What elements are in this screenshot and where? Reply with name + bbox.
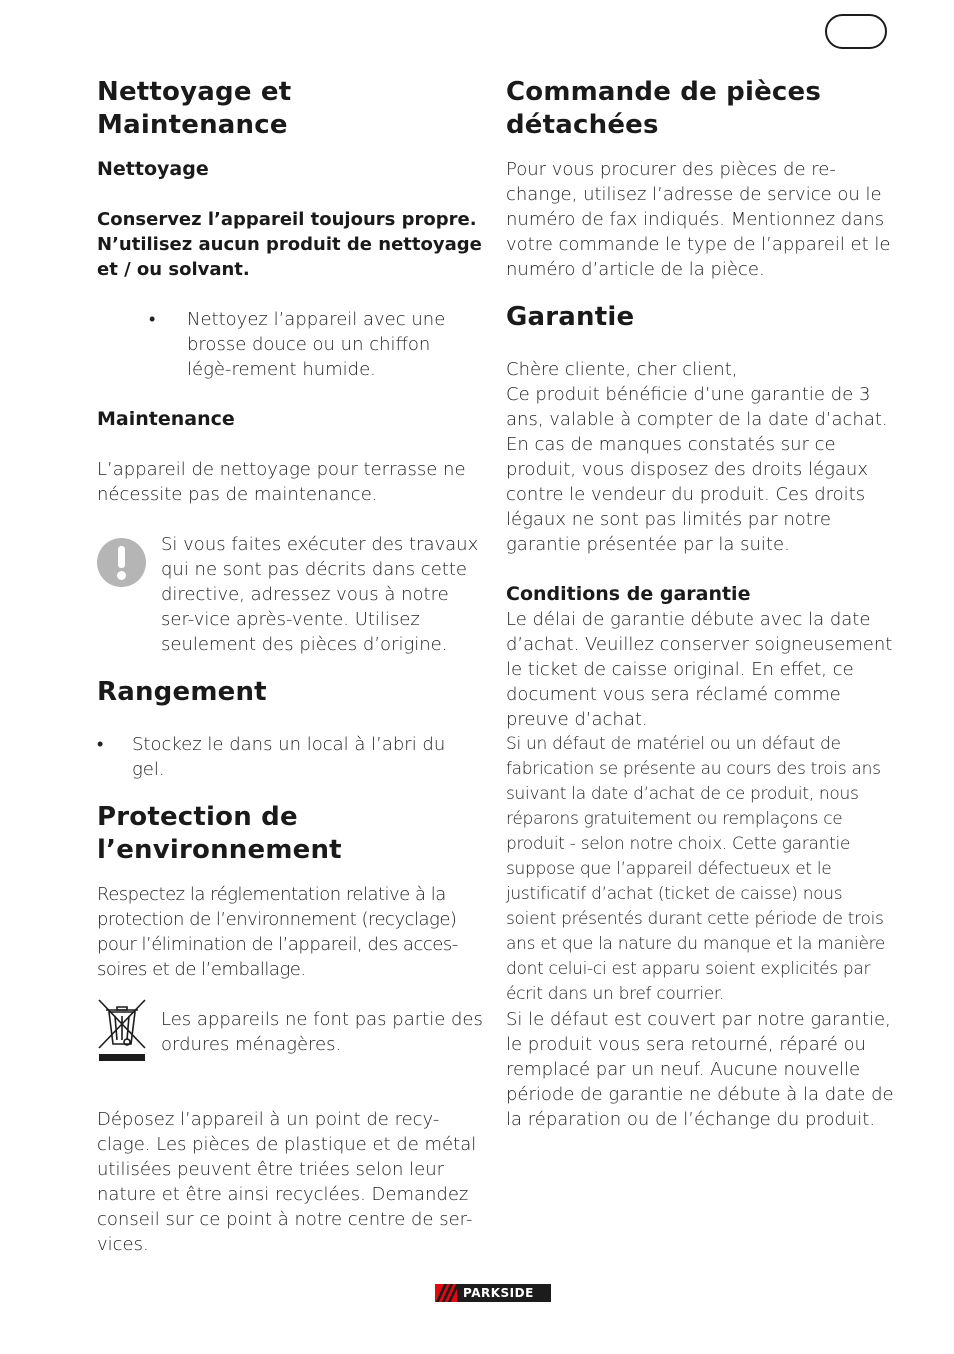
commande-text: Pour vous procurer des pièces de re-change, utilisez l’adresse de service ou le numéro de fax indiqués. Mentionnez dans votre commande le type de l’appareil et le numéro d’article de la pièce. [506,159,891,280]
heading-protection-environnement: Protection de l’environnement [97,802,342,865]
bullet-storage: Stockez le dans un local à l’abri du gel. [132,734,446,780]
heading-rangement: Rangement [97,677,267,707]
heading-nettoyage-maintenance: Nettoyage et Maintenance [97,77,292,140]
conditions-text: Le délai de garantie débute avec la date d’achat. Veuillez conserver soigneusement le ticket de caisse original. En effet, ce document vous sera réclamé comme preuve d’achat. [506,609,893,730]
crossed-bin-icon [97,998,147,1064]
logo-stripes-icon [435,1284,457,1302]
environment-text: Respectez la réglementation relative à la protection de l’environnement (recyclage) pour l’élimination de l’appareil, des acces-soires et de l’emballage. [97,884,458,980]
warning-icon [97,538,146,587]
subheading-nettoyage: Nettoyage [97,158,209,180]
service-note: Si vous faites exécuter des travaux qui ne sont pas décrits dans cette directive, adressez vous à notre ser-vice après-vente. Utilisez seulement des pièces d’origine. [161,534,479,655]
language-badge [825,14,887,49]
return-text: Si le défaut est couvert par notre garantie, le produit vous sera retourné, réparé ou remplacé par un neuf. Aucune nouvelle période de garantie ne débute à la date de la réparation ou de l’échange du produit. [506,1009,894,1130]
heading-garantie: Garantie [506,302,635,332]
bullet-cleaning: Nettoyez l’appareil avec une brosse douce ou un chiffon légè-rement humide. [187,309,446,380]
bin-text: Les appareils ne font pas partie des ordures ménagères. [161,1009,483,1055]
bullet-dot: • [149,309,156,330]
subheading-maintenance: Maintenance [97,408,235,430]
subheading-conditions: Conditions de garantie [506,583,751,605]
defect-text: Si un défaut de matériel ou un défaut de fabrication se présente au cours des trois ans suivant la date d’achat de ce produit, nous réparons gratuitement ou remplaçons ce produit - selon notre choix. Cette garantie suppose que l’appareil défectueux et le justificatif d’achat (ticket de caisse) nous soient présentés durant cette période de trois ans et que la nature du manque et la manière dont celui-ci est apparu soient explicités par écrit dans un bref courrier. [506,734,886,1004]
parkside-logo [435,1284,551,1302]
recycling-text: Déposez l’appareil à un point de recy-clage. Les pièces de plastique et de métal utilisées peuvent être triées selon leur nature et être ainsi recyclées. Demandez conseil sur ce point à notre centre de ser-vices. [97,1109,477,1255]
heading-commande-pieces: Commande de pièces détachées [506,77,822,140]
cleaning-warning: Conservez l’appareil toujours propre. N’utilisez aucun produit de nettoyage et / ou solvant. [97,209,482,280]
logo-brand-text: PARKSIDE [463,1286,534,1300]
bullet-dot: • [97,734,104,755]
garantie-text: Ce produit bénéficie d’une garantie de 3 ans, valable à compter de la date d’achat. En cas de manques constatés sur ce produit, vous disposez des droits légaux contre le vendeur du produit. Ces droits légaux ne sont pas limités par notre garantie présentée par la suite. [506,384,888,555]
salutation-text: Chère cliente, cher client, [506,359,738,380]
maintenance-text: L’appareil de nettoyage pour terrasse ne nécessite pas de maintenance. [97,459,466,505]
